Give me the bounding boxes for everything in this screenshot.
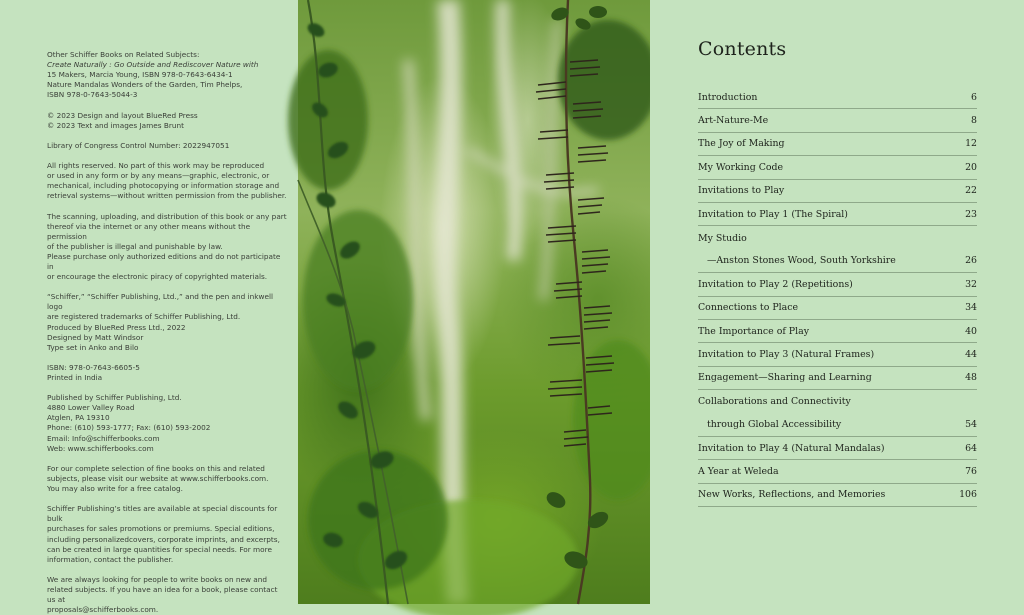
scanning-line: Please purchase only authorized editions and do not participate in (47, 251, 281, 271)
toc-entry (698, 226, 977, 249)
contents-page (650, 0, 1024, 604)
rights-section (47, 161, 287, 201)
isbn-line: ISBN: 978-0-7643-6605-5 (47, 362, 140, 372)
toc-entry-title: My Working Code (698, 161, 784, 173)
toc-entry (698, 390, 977, 413)
authors-section (47, 575, 287, 615)
toc-entry-page: 44 (965, 348, 977, 360)
toc-entry-page: 76 (965, 465, 977, 477)
toc-entry-page: 20 (965, 161, 977, 173)
toc-entry-title: Art-Nature-Me (698, 115, 769, 127)
scanning-line: of the publisher is illegal and punishable by law. (47, 241, 223, 251)
toc-entry-page: 12 (965, 138, 977, 150)
toc-entry-page: 32 (965, 278, 977, 290)
toc-entry-page: 54 (965, 419, 977, 431)
toc-entry-title: Collaborations and Connectivity (698, 396, 851, 408)
contents-list (698, 86, 977, 507)
toc-entry-title: Invitation to Play 1 (The Spiral) (698, 208, 848, 220)
toc-entry-title: Engagement—Sharing and Learning (698, 372, 872, 384)
scanning-line: or encourage the electronic piracy of copyrighted materials. (47, 272, 268, 282)
toc-entry (698, 203, 977, 226)
scanning-line: The scanning, uploading, and distribution of this book or any part (47, 211, 287, 221)
toc-entry (698, 109, 977, 132)
toc-entry-title: through Global Accessibility (707, 419, 842, 431)
toc-entry-title: My Studio (698, 232, 747, 244)
toc-entry-title: —Anston Stones Wood, South Yorkshire (707, 255, 896, 267)
scanning-section (47, 212, 287, 283)
other-book-details-2: ISBN 978-0-7643-5044-3 (47, 90, 138, 100)
toc-entry (698, 460, 977, 483)
toc-entry (698, 413, 977, 436)
toc-entry (698, 273, 977, 296)
toc-entry-title: Connections to Place (698, 302, 799, 314)
rights-line: mechanical, including photocopying or information storage and (47, 181, 280, 191)
toc-entry-page: 64 (965, 442, 977, 454)
toc-entry-page: 22 (965, 185, 977, 197)
forest-photo-drawing (298, 0, 650, 604)
trademark-line: Produced by BlueRed Press Ltd., 2022 (47, 322, 186, 332)
toc-entry-title: Invitation to Play 4 (Natural Mandalas) (698, 442, 885, 454)
copyright-line: © 2023 Text and images James Brunt (47, 120, 184, 130)
publisher-section (47, 393, 287, 454)
rights-line: retrieval systems—without written permission from the publisher. (47, 191, 287, 201)
trademark-line: Designed by Matt Windsor (47, 332, 144, 342)
scanning-line: thereof via the internet or any other means without the permission (47, 221, 251, 241)
catalog-line: For our complete selection of fine books on this and related (47, 463, 265, 473)
toc-entry-page: 6 (971, 91, 977, 103)
toc-entry-page: 48 (965, 372, 977, 384)
discounts-line: purchases for sales promotions or premiums. Special editions, (47, 524, 275, 534)
toc-entry-page: 26 (965, 255, 977, 267)
other-books-heading: Other Schiffer Books on Related Subjects: (47, 50, 200, 59)
toc-entry-title: Introduction (698, 91, 758, 103)
rights-line: All rights reserved. No part of this work may be reproduced (47, 161, 265, 171)
authors-line: proposals@schifferbooks.com. (47, 605, 159, 615)
catalog-section (47, 464, 287, 494)
toc-entry-page: 23 (965, 208, 977, 220)
catalog-line: You may also write for a free catalog. (47, 484, 183, 494)
discounts-line: including personalizedcovers, corporate imprints, and excerpts, (47, 534, 280, 544)
toc-entry (698, 250, 977, 273)
toc-entry-page: 8 (971, 115, 977, 127)
isbn-section (47, 363, 287, 383)
toc-entry (698, 437, 977, 460)
contents-heading: Contents (698, 38, 787, 60)
copyright-section (47, 111, 287, 131)
toc-entry-title: A Year at Weleda (698, 465, 779, 477)
copyright-text (47, 50, 287, 615)
discounts-line: information, contact the publisher. (47, 554, 174, 564)
discounts-line: can be created in large quantities for special needs. For more (47, 544, 272, 554)
toc-entry-page: 34 (965, 302, 977, 314)
discounts-section (47, 504, 287, 565)
toc-entry-title: New Works, Reflections, and Memories (698, 489, 886, 501)
toc-entry-title: The Joy of Making (698, 138, 785, 150)
publisher-line: Atglen, PA 19310 (47, 413, 110, 423)
other-book-title-2: Nature Mandalas Wonders of the Garden, Tim Phelps, (47, 80, 243, 90)
toc-entry (698, 297, 977, 320)
catalog-line: subjects, please visit our website at www.schifferbooks.com. (47, 473, 269, 483)
toc-entry (698, 180, 977, 203)
copyright-page (0, 0, 298, 615)
copyright-line: © 2023 Design and layout BlueRed Press (47, 110, 198, 120)
trademark-line: “Schiffer,” “Schiffer Publishing, Ltd.,” and the pen and inkwell logo (47, 292, 273, 312)
discounts-line: Schiffer Publishing’s titles are available at special discounts for bulk (47, 504, 278, 524)
toc-entry (698, 156, 977, 179)
toc-entry-page: 40 (965, 325, 977, 337)
toc-entry-title: Invitations to Play (698, 185, 785, 197)
authors-line: We are always looking for people to write books on new and (47, 574, 268, 584)
trademarks-section (47, 292, 287, 353)
other-book-details-1: 15 Makers, Marcia Young, ISBN 978-0-7643-6434-1 (47, 70, 233, 80)
forest-photo (298, 0, 650, 604)
toc-entry-title: Invitation to Play 2 (Repetitions) (698, 278, 853, 290)
toc-entry (698, 367, 977, 390)
toc-entry (698, 320, 977, 343)
rights-line: or used in any form or by any means—graphic, electronic, or (47, 171, 270, 181)
toc-entry-page: 106 (959, 489, 977, 501)
authors-line: related subjects. If you have an idea for a book, please contact us at (47, 584, 278, 605)
publisher-line: Phone: (610) 593-1777; Fax: (610) 593-2002 (47, 423, 211, 433)
publisher-line: 4880 Lower Valley Road (47, 403, 135, 413)
toc-entry-title: Invitation to Play 3 (Natural Frames) (698, 348, 875, 360)
toc-entry (698, 133, 977, 156)
trademark-line: Type set in Anko and Bilo (47, 342, 139, 352)
toc-entry-title: The Importance of Play (698, 325, 809, 337)
publisher-line: Web: www.schifferbooks.com (47, 443, 154, 453)
trademark-line: are registered trademarks of Schiffer Publishing, Ltd. (47, 312, 241, 322)
printed-in-line: Printed in India (47, 373, 103, 382)
publisher-line: Email: Info@schifferbooks.com (47, 433, 160, 443)
background-foliage (288, 20, 663, 615)
toc-entry (698, 343, 977, 366)
other-book-title-1: Create Naturally : Go Outside and Rediscover Nature with (47, 60, 259, 70)
publisher-line: Published by Schiffer Publishing, Ltd. (47, 393, 182, 403)
lccn-line: Library of Congress Control Number: 2022947051 (47, 140, 230, 150)
toc-entry (698, 86, 977, 109)
toc-entry (698, 484, 977, 507)
other-books-section (47, 50, 287, 100)
